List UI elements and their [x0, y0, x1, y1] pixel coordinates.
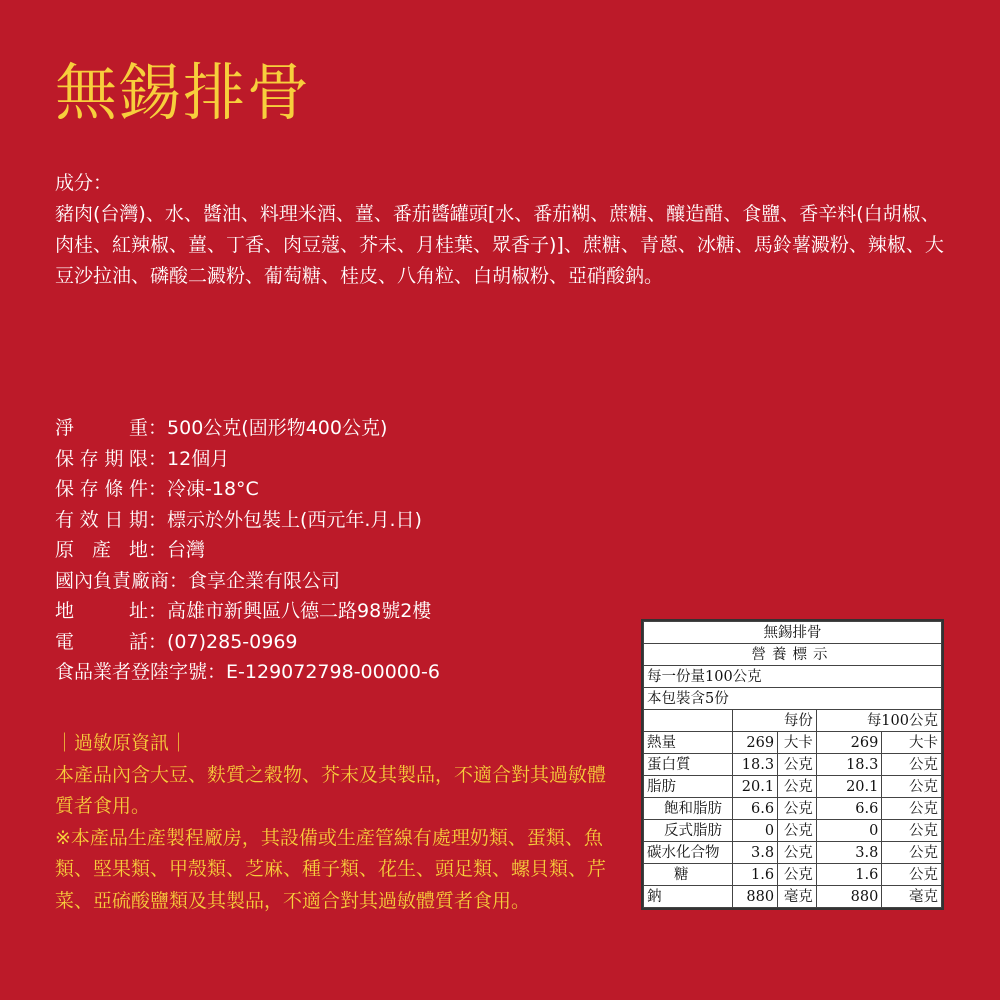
- unit-per-100g: 公克: [882, 776, 942, 798]
- value-per-100g: 880: [816, 886, 882, 908]
- unit-per-serving: 公克: [778, 820, 817, 842]
- unit-per-100g: 毫克: [882, 886, 942, 908]
- unit-per-100g: 公克: [882, 864, 942, 886]
- info-value: (07)285-0969: [167, 630, 298, 653]
- unit-per-100g: 公克: [882, 842, 942, 864]
- product-info: [55, 413, 440, 688]
- info-label: 保存期限: [55, 447, 148, 470]
- unit-per-serving: 公克: [778, 842, 817, 864]
- info-value: 冷凍-18°C: [167, 478, 259, 500]
- info-value: 12個月: [167, 447, 230, 470]
- unit-per-100g: 公克: [882, 798, 942, 820]
- info-value: 500公克(固形物400公克): [167, 417, 388, 439]
- info-label: 淨重: [55, 417, 148, 439]
- nutrient-row: [644, 732, 942, 754]
- info-row-shelf-life: [55, 444, 440, 475]
- ingredients-section: [55, 168, 955, 292]
- info-label: 有效日期: [55, 508, 148, 531]
- info-row-expiry: [55, 505, 440, 536]
- value-per-100g: 3.8: [816, 842, 882, 864]
- header-per-100g: 每100公克: [816, 710, 941, 732]
- info-separator: ：: [148, 630, 168, 653]
- nutrient-name: 飽和脂肪: [644, 798, 733, 820]
- nutrient-name: 蛋白質: [644, 754, 733, 776]
- unit-per-serving: 公克: [778, 798, 817, 820]
- info-label: 地址: [55, 600, 148, 622]
- nutrition-title: 無錫排骨: [644, 622, 942, 644]
- nutrient-row: [644, 864, 942, 886]
- value-per-serving: 880: [733, 886, 778, 908]
- nutrient-row: [644, 754, 942, 776]
- nutrition-subtitle: 營養標示: [644, 644, 942, 666]
- nutrient-row: [644, 842, 942, 864]
- info-row-storage: [55, 474, 440, 505]
- servings-per-package: 本包裝含5份: [644, 688, 942, 710]
- value-per-100g: 18.3: [816, 754, 882, 776]
- nutrient-name: 脂肪: [644, 776, 733, 798]
- value-per-serving: 3.8: [733, 842, 778, 864]
- info-separator: ：: [169, 569, 189, 592]
- unit-per-100g: 公克: [882, 754, 942, 776]
- info-row-address: [55, 596, 440, 627]
- ingredients-text: 豬肉(台灣)、水、醬油、料理米酒、薑、番茄醬罐頭[水、番茄糊、蔗糖、釀造醋、食鹽、香辛料(白胡椒、肉桂、紅辣椒、薑、丁香、肉豆蔻、芥末、月桂葉、眾香子)]、蔗糖、青蔥、冰糖、馬鈴薯澱粉、辣椒、大豆沙拉油、磷酸二澱粉、葡萄糖、桂皮、八角粒、白胡椒粉、亞硝酸鈉。: [55, 203, 944, 287]
- info-label: 電話: [55, 630, 148, 653]
- unit-per-serving: 大卡: [778, 732, 817, 754]
- value-per-serving: 20.1: [733, 776, 778, 798]
- unit-per-serving: 公克: [778, 754, 817, 776]
- unit-per-serving: 毫克: [778, 886, 817, 908]
- nutrient-name: 反式脂肪: [644, 820, 733, 842]
- value-per-100g: 20.1: [816, 776, 882, 798]
- info-separator: ：: [148, 508, 168, 531]
- nutrition-facts-table: [641, 619, 944, 910]
- allergen-heading: ｜過敏原資訊｜: [55, 732, 189, 754]
- header-per-serving: 每份: [733, 710, 816, 732]
- value-per-serving: 0: [733, 820, 778, 842]
- allergen-facility-note: ※本產品生產製程廠房，其設備或生產管線有處理奶類、蛋類、魚類、堅果類、甲殼類、芝麻、種子類、花生、頭足類、螺貝類、芹菜、亞硫酸鹽類及其製品，不適合對其過敏體質者食用。: [55, 826, 607, 912]
- unit-per-serving: 公克: [778, 864, 817, 886]
- unit-per-100g: 大卡: [882, 732, 942, 754]
- info-value: 標示於外包裝上(西元年.月.日): [167, 508, 422, 531]
- ingredients-label: 成分：: [55, 172, 113, 194]
- serving-size: 每一份量100公克: [644, 666, 942, 688]
- info-separator: ：: [148, 447, 168, 470]
- info-separator: ：: [148, 417, 168, 439]
- info-row-phone: [55, 627, 440, 658]
- value-per-serving: 1.6: [733, 864, 778, 886]
- info-label: 食品業者登陸字號: [55, 661, 208, 683]
- info-row-net-weight: [55, 413, 440, 444]
- info-value: 食享企業有限公司: [188, 569, 341, 592]
- info-value: 台灣: [167, 539, 206, 561]
- nutrient-name: 鈉: [644, 886, 733, 908]
- value-per-serving: 18.3: [733, 754, 778, 776]
- info-label: 保存條件: [55, 478, 148, 500]
- info-separator: ：: [148, 478, 168, 500]
- info-separator: ：: [148, 600, 168, 622]
- info-label: 國內負責廠商: [55, 569, 170, 592]
- nutrient-name: 碳水化合物: [644, 842, 733, 864]
- nutrient-row: [644, 820, 942, 842]
- info-row-manufacturer: [55, 566, 440, 597]
- info-row-origin: [55, 535, 440, 566]
- info-row-registration: [55, 657, 440, 688]
- value-per-100g: 6.6: [816, 798, 882, 820]
- value-per-100g: 269: [816, 732, 882, 754]
- allergen-section: [55, 728, 620, 917]
- product-title: 無錫排骨: [55, 56, 312, 129]
- nutrient-row: [644, 776, 942, 798]
- info-value: 高雄市新興區八德二路98號2樓: [167, 600, 432, 622]
- unit-per-100g: 公克: [882, 820, 942, 842]
- nutrient-row: [644, 798, 942, 820]
- value-per-100g: 1.6: [816, 864, 882, 886]
- info-separator: ：: [207, 661, 227, 683]
- nutrient-name: 熱量: [644, 732, 733, 754]
- header-blank: [644, 710, 733, 732]
- nutrient-name: 糖: [644, 864, 733, 886]
- nutrient-row: [644, 886, 942, 908]
- info-label: 原產地: [55, 539, 148, 561]
- value-per-serving: 269: [733, 732, 778, 754]
- info-separator: ：: [148, 539, 168, 561]
- info-value: E-129072798-00000-6: [226, 661, 440, 683]
- value-per-100g: 0: [816, 820, 882, 842]
- value-per-serving: 6.6: [733, 798, 778, 820]
- allergen-statement: 本產品內含大豆、麩質之穀物、芥末及其製品，不適合對其過敏體質者食用。: [55, 763, 607, 817]
- unit-per-serving: 公克: [778, 776, 817, 798]
